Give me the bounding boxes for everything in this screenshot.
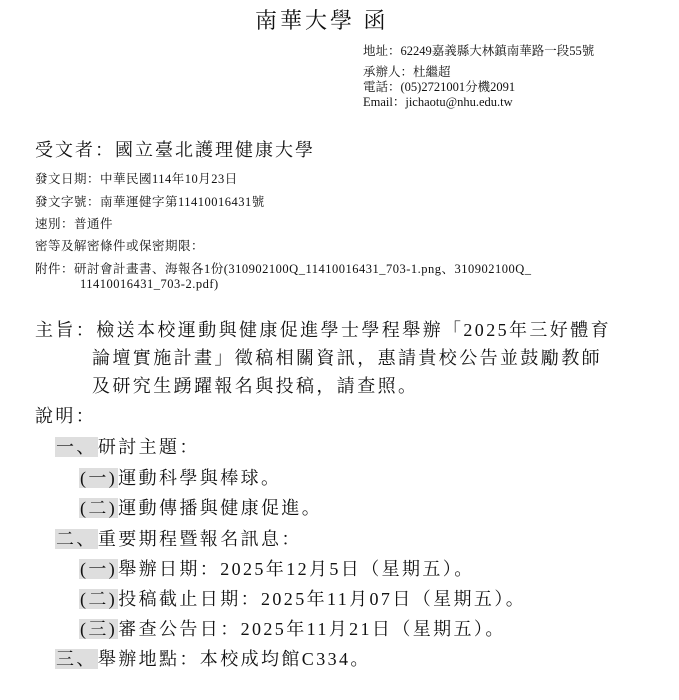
subitem-number: (一): [80, 559, 118, 579]
item-text: 舉辦地點：本校成均館C334。: [97, 649, 371, 669]
subitem-number: (二): [80, 498, 118, 518]
subitem-number: (三): [80, 619, 118, 639]
security-level: 密等及解密條件或保密期限：: [35, 239, 205, 253]
list-subitem: [79, 617, 506, 641]
subitem-text: 舉辦日期：2025年12月5日（星期五）。: [118, 559, 475, 579]
recipient: 受文者：國立臺北護理健康大學: [35, 140, 315, 160]
subject-label: 主旨：: [35, 320, 97, 340]
issue-date: 發文日期：中華民國114年10月23日: [35, 172, 238, 186]
subject-text-1: 檢送本校運動與健康促進學士學程舉辦「2025年三好體育: [96, 320, 612, 340]
list-subitem: [79, 466, 281, 490]
contact-handler: 承辦人：杜繼超: [363, 65, 451, 79]
item-text: 重要期程暨報名訊息：: [97, 529, 302, 549]
subitem-number: (二): [80, 589, 118, 609]
attachment-line-2: 11410016431_703-2.pdf): [80, 277, 219, 291]
subject-line-2: 論壇實施計畫」徵稿相關資訊，惠請貴校公告並鼓勵教師: [92, 348, 602, 368]
document-number: 發文字號：南華運健字第11410016431號: [35, 195, 265, 209]
contact-email: Email：jichaotu@nhu.edu.tw: [363, 95, 513, 109]
contact-address: 地址：62249嘉義縣大林鎮南華路一段55號: [363, 44, 595, 58]
list-item: [55, 527, 302, 551]
subject-line-3: 及研究生踴躍報名與投稿，請查照。: [92, 376, 419, 396]
list-item: [55, 647, 371, 671]
subitem-text: 投稿截止日期：2025年11月07日（星期五）。: [118, 589, 527, 609]
explanation-label: 說明：: [35, 406, 97, 426]
document-title: 南華大學 函: [255, 8, 389, 33]
contact-phone: 電話：(05)2721001分機2091: [363, 80, 516, 94]
list-subitem: [79, 587, 526, 611]
item-number: 二、: [56, 529, 97, 549]
subitem-text: 運動傳播與健康促進。: [118, 498, 323, 518]
delivery-speed: 速別：普通件: [35, 217, 114, 231]
subitem-text: 審查公告日：2025年11月21日（星期五）。: [118, 619, 506, 639]
item-text: 研討主題：: [97, 437, 200, 457]
list-item: [55, 435, 200, 459]
subitem-number: (一): [80, 468, 118, 488]
attachment-line-1: 附件：研討會計畫書、海報各1份(310902100Q_11410016431_703-1.png、310902100Q_: [35, 262, 532, 276]
list-subitem: [79, 557, 475, 581]
list-subitem: [79, 496, 322, 520]
subitem-text: 運動科學與棒球。: [118, 468, 282, 488]
item-number: 一、: [56, 437, 97, 457]
subject-line-1: [35, 318, 611, 342]
item-number: 三、: [56, 649, 97, 669]
